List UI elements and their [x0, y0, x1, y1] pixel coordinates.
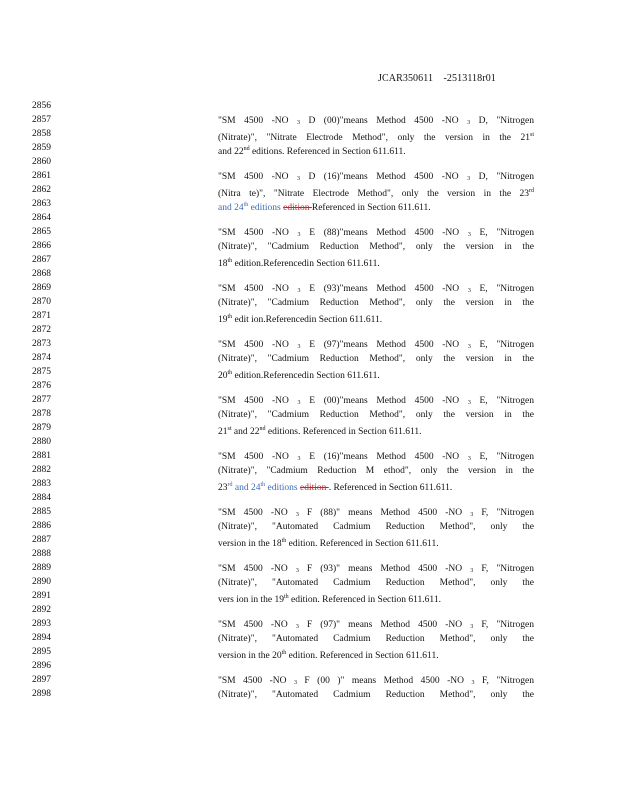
- text-run: and 22: [218, 146, 244, 157]
- definition-entry: [218, 114, 534, 156]
- line-number: 2857: [32, 115, 51, 125]
- line-number: 2895: [32, 647, 51, 657]
- definition-line: [218, 534, 534, 548]
- definition-line: [218, 170, 534, 184]
- definition-line: [218, 506, 534, 520]
- text-run: edition. Referenced in Section 611.611.: [288, 594, 441, 605]
- line-number: 2888: [32, 549, 51, 559]
- superscript: th: [227, 257, 233, 264]
- definition-line: [218, 254, 534, 268]
- line-number: 2871: [32, 311, 51, 321]
- line-number: 2862: [32, 185, 51, 195]
- definition-line: [218, 590, 534, 604]
- definition-line: [218, 352, 534, 366]
- subscript: 3: [470, 623, 474, 630]
- line-number: 2881: [32, 451, 51, 461]
- definition-line: [218, 296, 534, 310]
- line-number: 2889: [32, 563, 51, 573]
- text-run: E (00)"means Method 4500 -NO: [300, 395, 468, 406]
- line-number: 2885: [32, 507, 51, 517]
- text-run: "SM 4500 -NO: [218, 507, 296, 518]
- subscript: 3: [293, 679, 297, 686]
- text-run: (Nitrate)", "Cadmium Reduction Method", only the version in the: [218, 409, 534, 420]
- subscript: 3: [467, 119, 471, 126]
- superscript: th: [281, 537, 287, 544]
- definition-line: [218, 464, 534, 478]
- definition-line: [218, 422, 534, 436]
- text-run: "SM 4500 -NO: [218, 171, 297, 182]
- text-run: 23: [218, 482, 228, 493]
- superscript: th: [283, 593, 289, 600]
- text-run: F (88)" means Method 4500 -NO: [298, 507, 471, 518]
- subscript: 3: [467, 455, 471, 462]
- line-number: 2856: [32, 101, 51, 111]
- line-number: 2891: [32, 591, 51, 601]
- text-run: F, "Nitrogen: [473, 507, 535, 518]
- text-run: "SM 4500 -NO: [218, 283, 298, 294]
- text-run: "SM 4500 -NO: [218, 115, 297, 126]
- inserted-text: and 24: [232, 482, 261, 493]
- text-run: 18: [218, 258, 228, 269]
- text-run: E, "Nitrogen: [470, 451, 534, 462]
- inserted-text: editions: [265, 482, 300, 493]
- line-number: 2868: [32, 269, 51, 279]
- text-run: D (16)"means Method 4500 -NO: [299, 171, 468, 182]
- subscript: 3: [295, 623, 299, 630]
- definition-line: [218, 576, 534, 590]
- text-run: E, "Nitrogen: [470, 227, 534, 238]
- text-run: 21: [218, 426, 228, 437]
- text-run: F, "Nitrogen: [474, 675, 534, 686]
- text-run: edition.Referencedin Section 611.611.: [232, 258, 380, 269]
- subscript: 3: [295, 567, 299, 574]
- text-run: 19: [218, 314, 228, 325]
- text-run: (Nitrate)", "Cadmium Reduction Method", only the version in the: [218, 353, 534, 364]
- subscript: 3: [467, 399, 471, 406]
- definition-entry: [218, 226, 534, 268]
- text-run: D, "Nitrogen: [470, 171, 534, 182]
- definition-line: [218, 226, 534, 240]
- definition-line: [218, 562, 534, 576]
- line-number: 2884: [32, 493, 51, 503]
- text-run: F (93)" means Method 4500 -NO: [298, 563, 471, 574]
- line-number: 2860: [32, 157, 51, 167]
- superscript: th: [227, 313, 233, 320]
- definition-line: [218, 338, 534, 352]
- inserted-text: rd: [227, 481, 233, 488]
- text-run: E, "Nitrogen: [470, 283, 534, 294]
- subscript: 3: [297, 455, 301, 462]
- line-number: 2866: [32, 241, 51, 251]
- text-run: E, "Nitrogen: [470, 339, 534, 350]
- line-number: 2863: [32, 199, 51, 209]
- line-number: 2858: [32, 129, 51, 139]
- line-number: 2865: [32, 227, 51, 237]
- text-run: E, "Nitrogen: [470, 395, 534, 406]
- line-number: 2874: [32, 353, 51, 363]
- text-run: "SM 4500 -NO: [218, 339, 298, 350]
- line-number: 2887: [32, 535, 51, 545]
- definition-line: [218, 114, 534, 128]
- line-number: 2883: [32, 479, 51, 489]
- line-number: 2894: [32, 633, 51, 643]
- line-number: 2876: [32, 381, 51, 391]
- text-run: and 22: [231, 426, 260, 437]
- line-number: 2873: [32, 339, 51, 349]
- definition-entry: [218, 674, 534, 702]
- text-run: (Nitrate)", "Automated Cadmium Reduction Method", only the: [218, 633, 534, 644]
- line-number: 2892: [32, 605, 51, 615]
- text-run: D, "Nitrogen: [470, 115, 534, 126]
- definition-line: [218, 632, 534, 646]
- definition-line: [218, 184, 534, 198]
- superscript: st: [529, 131, 534, 138]
- subscript: 3: [470, 511, 474, 518]
- text-run: F, "Nitrogen: [473, 563, 535, 574]
- text-run: edition. Referenced in Section 611.611.: [286, 538, 439, 549]
- text-run: version in the 18: [218, 538, 282, 549]
- subscript: 3: [467, 287, 471, 294]
- text-run: (Nitrate)", "Automated Cadmium Reduction Method", only the: [218, 577, 534, 588]
- text-run: . Referenced in Section 611.611.: [328, 482, 453, 493]
- text-run: "SM 4500 -NO: [218, 395, 298, 406]
- superscript: th: [227, 369, 233, 376]
- line-number: 2897: [32, 675, 51, 685]
- line-number: 2880: [32, 437, 51, 447]
- text-run: version in the 20: [218, 650, 282, 661]
- text-run: (Nitrate)", "Automated Cadmium Reduction Method", only the: [218, 521, 534, 532]
- inserted-text: th: [260, 481, 266, 488]
- line-number: 2878: [32, 409, 51, 419]
- line-number: 2896: [32, 661, 51, 671]
- superscript: nd: [243, 145, 250, 152]
- definition-entry: [218, 450, 534, 492]
- text-run: E (88)"means Method 4500 -NO: [300, 227, 468, 238]
- line-number: 2869: [32, 283, 51, 293]
- text-run: "SM 4500 -NO: [218, 563, 296, 574]
- definition-entry: [218, 394, 534, 436]
- definition-line: [218, 408, 534, 422]
- line-number: 2867: [32, 255, 51, 265]
- text-run: "SM 4500 -NO: [218, 451, 298, 462]
- definition-line: [218, 366, 534, 380]
- text-run: vers ion in the 19: [218, 594, 284, 605]
- line-number: 2877: [32, 395, 51, 405]
- definition-line: [218, 520, 534, 534]
- text-run: (Nitrate)", "Cadmium Reduction M ethod", only the version in the: [218, 465, 534, 476]
- text-run: editions. Referenced in Section 611.611.: [265, 426, 422, 437]
- definition-line: [218, 478, 534, 492]
- line-number: 2875: [32, 367, 51, 377]
- definition-line: [218, 198, 534, 212]
- text-run: E (16)"means Method 4500 -NO: [300, 451, 468, 462]
- subscript: 3: [471, 679, 475, 686]
- line-number: 2864: [32, 213, 51, 223]
- text-run: (Nitrate)", "Automated Cadmium Reduction Method", only the: [218, 689, 534, 700]
- text-run: (Nitrate)", "Cadmium Reduction Method", only the version in the: [218, 297, 534, 308]
- definition-line: [218, 142, 534, 156]
- subscript: 3: [467, 231, 471, 238]
- superscript: st: [227, 425, 232, 432]
- subscript: 3: [297, 399, 301, 406]
- definition-line: [218, 240, 534, 254]
- definition-line: [218, 394, 534, 408]
- subscript: 3: [296, 175, 300, 182]
- definition-entry: [218, 282, 534, 324]
- text-run: (Nitra te)", "Nitrate Electrode Method", only the version in the 23: [218, 188, 529, 199]
- subscript: 3: [467, 343, 471, 350]
- text-run: Referenced in Section 611.611.: [311, 202, 431, 213]
- line-number: 2893: [32, 619, 51, 629]
- line-number: 2872: [32, 325, 51, 335]
- line-number: 2861: [32, 171, 51, 181]
- definition-line: [218, 310, 534, 324]
- line-number: 2859: [32, 143, 51, 153]
- definition-line: [218, 674, 534, 688]
- superscript: th: [281, 649, 287, 656]
- definition-line: [218, 128, 534, 142]
- text-run: E (97)"means Method 4500 -NO: [300, 339, 468, 350]
- line-number: 2882: [32, 465, 51, 475]
- definition-entry: [218, 618, 534, 660]
- text-run: F (00 )" means Method 4500 -NO: [296, 675, 472, 686]
- definition-line: [218, 450, 534, 464]
- definition-entry: [218, 562, 534, 604]
- text-run: editions. Referenced in Section 611.611.: [249, 146, 406, 157]
- text-run: edition. Referenced in Section 611.611.: [286, 650, 439, 661]
- inserted-text: th: [243, 201, 249, 208]
- line-number: 2886: [32, 521, 51, 531]
- inserted-text: editions: [248, 202, 284, 213]
- line-number: 2890: [32, 577, 51, 587]
- deleted-text: edition: [283, 202, 312, 213]
- definition-line: [218, 282, 534, 296]
- header-doc-id: JCAR350611: [378, 73, 434, 84]
- definition-entry: [218, 506, 534, 548]
- definition-entry: [218, 338, 534, 380]
- page-header: [378, 73, 496, 84]
- text-run: (Nitrate)", "Nitrate Electrode Method", only the version in the 21: [218, 132, 530, 143]
- superscript: rd: [529, 187, 534, 194]
- line-number: 2898: [32, 689, 51, 699]
- subscript: 3: [297, 287, 301, 294]
- text-run: D (00)"means Method 4500 -NO: [299, 115, 468, 126]
- text-run: "SM 4500 -NO: [218, 619, 296, 630]
- line-number: 2879: [32, 423, 51, 433]
- definition-entry: [218, 170, 534, 212]
- subscript: 3: [470, 567, 474, 574]
- subscript: 3: [297, 231, 301, 238]
- definition-line: [218, 646, 534, 660]
- text-run: edit ion.Referencedin Section 611.611.: [232, 314, 383, 325]
- line-number: 2870: [32, 297, 51, 307]
- text-run: F, "Nitrogen: [473, 619, 535, 630]
- definition-line: [218, 618, 534, 632]
- subscript: 3: [467, 175, 471, 182]
- text-run: E (93)"means Method 4500 -NO: [300, 283, 468, 294]
- superscript: nd: [259, 425, 266, 432]
- text-run: edition.Referencedin Section 611.611.: [232, 370, 380, 381]
- deleted-text: edition: [299, 482, 329, 493]
- definition-line: [218, 688, 534, 702]
- subscript: 3: [297, 343, 301, 350]
- text-run: "SM 4500 -NO: [218, 675, 294, 686]
- header-doc-code: -2513118r01: [443, 73, 496, 84]
- subscript: 3: [295, 511, 299, 518]
- subscript: 3: [296, 119, 300, 126]
- text-run: F (97)" means Method 4500 -NO: [298, 619, 471, 630]
- text-run: (Nitrate)", "Cadmium Reduction Method", only the version in the: [218, 241, 534, 252]
- text-run: "SM 4500 -NO: [218, 227, 298, 238]
- inserted-text: and 24: [218, 202, 244, 213]
- text-run: 20: [218, 370, 228, 381]
